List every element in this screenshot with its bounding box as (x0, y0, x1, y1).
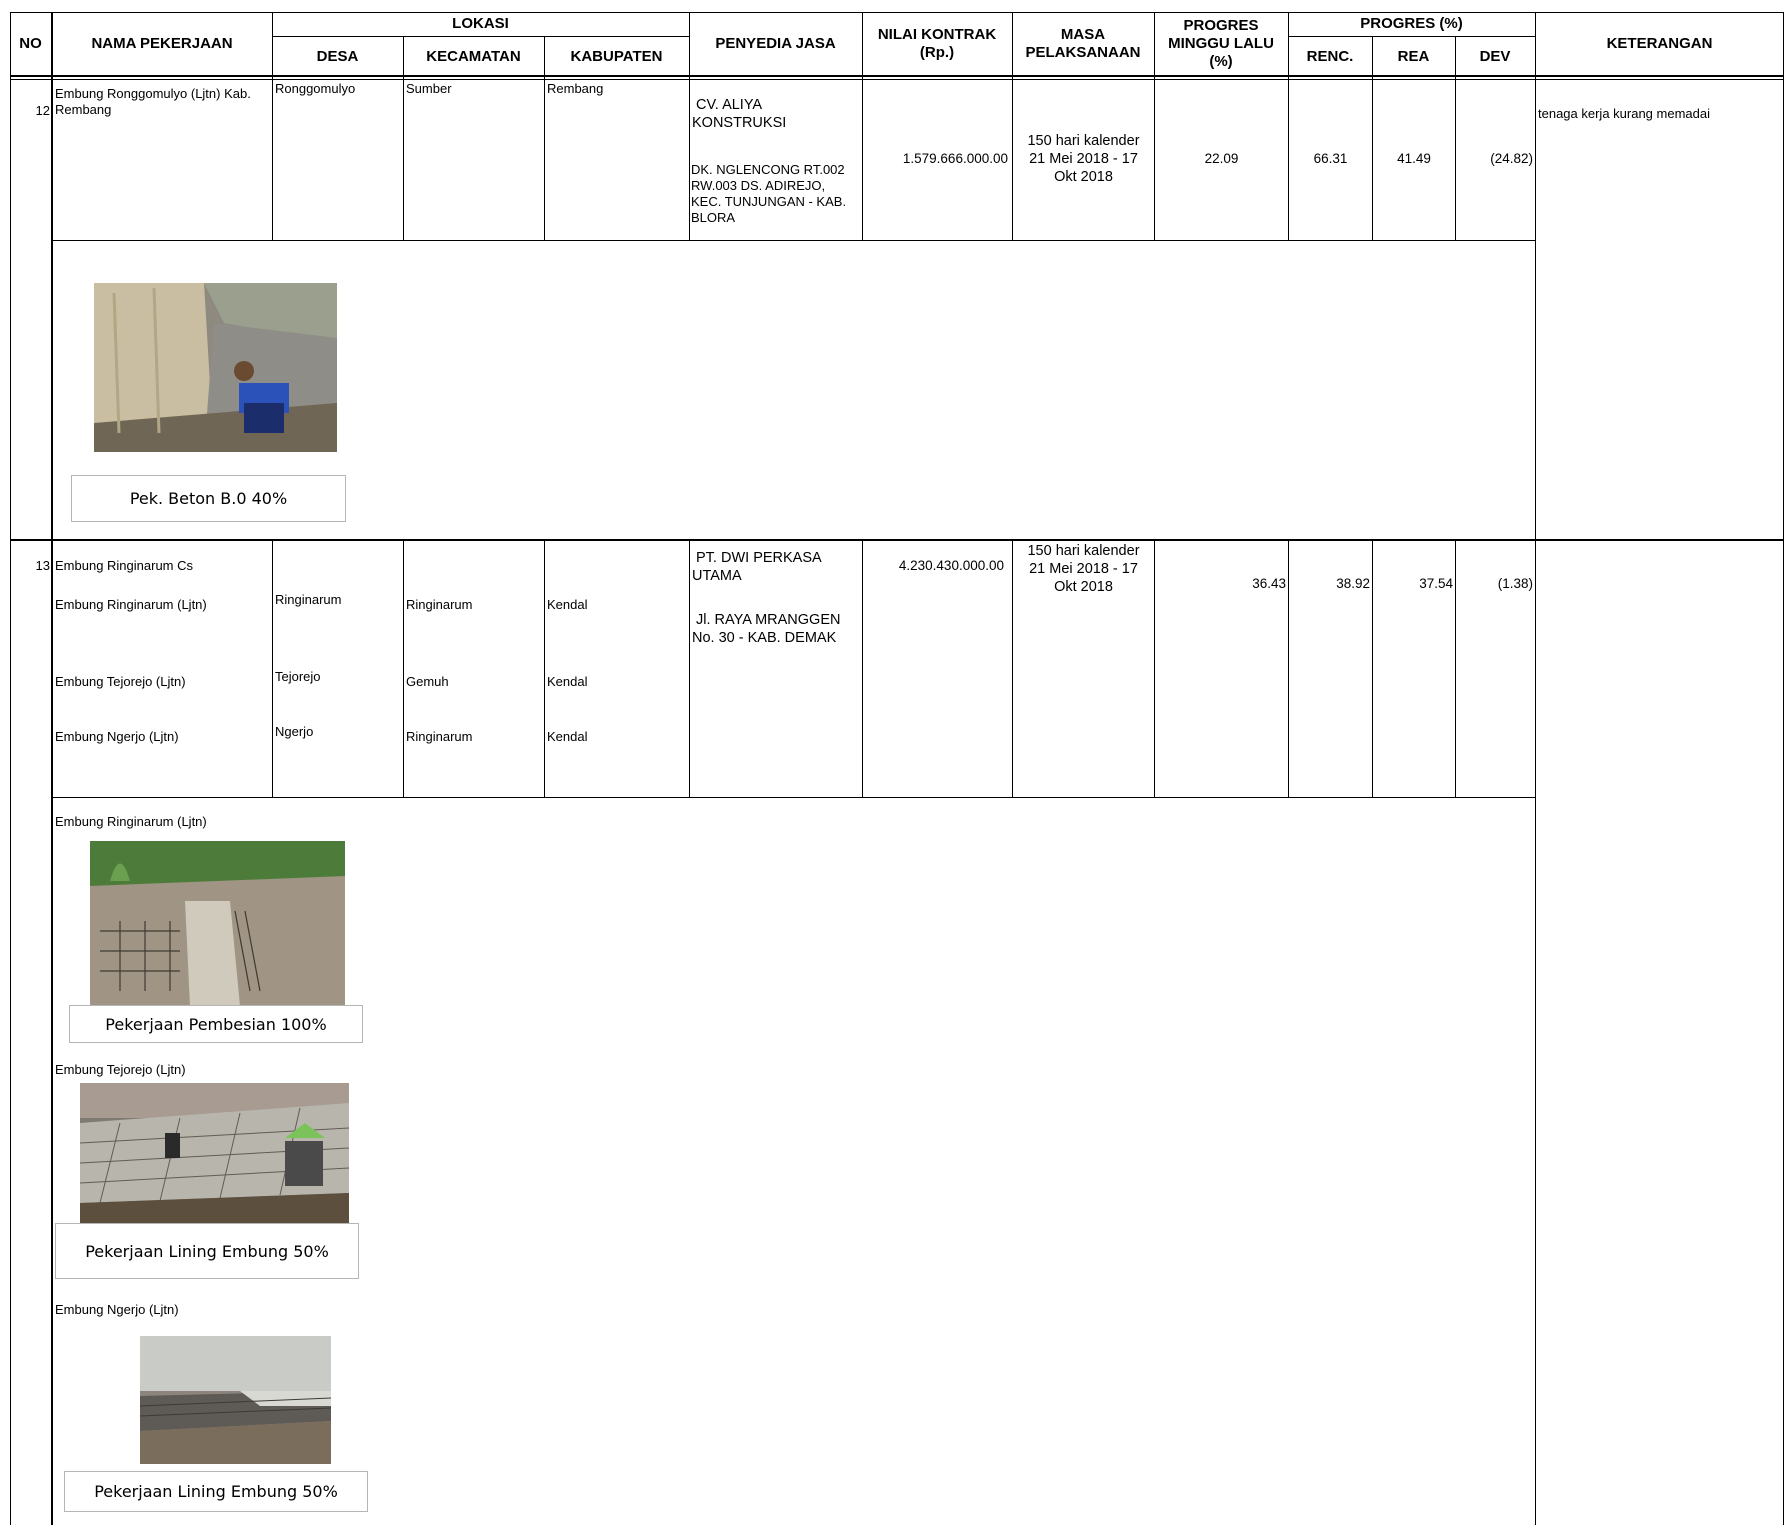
header-masa-pelaksanaan: MASA PELAKSANAAN (1025, 26, 1141, 61)
kabupaten: Kendal (547, 597, 588, 612)
desa: Ringinarum (275, 592, 342, 607)
penyedia-jasa: PT. DWI PERKASA UTAMA (692, 550, 822, 584)
row-number: 13 (35, 558, 50, 573)
header-dev: DEV (1479, 47, 1511, 65)
progress-photo (80, 1083, 349, 1231)
progress-photo (90, 841, 345, 1006)
header-keterangan: KETERANGAN (1606, 35, 1713, 52)
progres-minggu-lalu: 36.43 (1252, 576, 1286, 591)
progres-rea: 37.54 (1419, 576, 1453, 591)
header-renc: RENC. (1306, 47, 1354, 65)
kecamatan: Sumber (406, 81, 452, 96)
progres-renc: 38.92 (1336, 576, 1370, 591)
progress-photo (140, 1336, 331, 1464)
kecamatan: Ringinarum (406, 597, 473, 612)
alamat-penyedia: Jl. RAYA MRANGGEN No. 30 - KAB. DEMAK (692, 612, 841, 646)
header-progres-pct: PROGRES (%) (1360, 15, 1463, 32)
masa-pelaksanaan: 150 hari kalender 21 Mei 2018 - 17 Okt 2018 (1027, 133, 1140, 185)
header-lokasi: LOKASI (452, 15, 509, 32)
desa: Tejorejo (275, 669, 321, 684)
progres-rea: 41.49 (1397, 151, 1431, 166)
kabupaten: Kendal (547, 729, 588, 744)
keterangan: tenaga kerja kurang memadai (1538, 106, 1710, 121)
header-penyedia-jasa: PENYEDIA JASA (715, 35, 836, 52)
photo-caption: Pekerjaan Lining Embung 50% (55, 1223, 359, 1279)
kabupaten: Kendal (547, 674, 588, 689)
photo-label: Embung Ngerjo (Ljtn) (55, 1302, 179, 1317)
nama-pekerjaan: Embung Ngerjo (Ljtn) (55, 729, 179, 744)
header-nilai-kontrak: NILAI KONTRAK (Rp.) (877, 26, 997, 61)
header-progres-minggu-lalu: PROGRES MINGGU LALU (%) (1168, 17, 1274, 70)
desa: Ngerjo (275, 724, 314, 739)
header-nama-pekerjaan: NAMA PEKERJAAN (91, 35, 233, 52)
progres-dev: (1.38) (1497, 576, 1533, 591)
progres-minggu-lalu: 22.09 (1204, 151, 1239, 166)
nama-pekerjaan: Embung Ronggomulyo (Ljtn) Kab. Rembang (55, 86, 251, 117)
header-kecamatan: KECAMATAN (426, 47, 521, 65)
masa-pelaksanaan: 150 hari kalender 21 Mei 2018 - 17 Okt 2018 (1027, 543, 1140, 595)
photo-caption: Pek. Beton B.0 40% (71, 475, 346, 522)
progress-photo (94, 283, 337, 452)
photo-caption: Pekerjaan Lining Embung 50% (64, 1471, 368, 1512)
photo-label: Embung Tejorejo (Ljtn) (55, 1062, 186, 1077)
alamat-penyedia: DK. NGLENCONG RT.002 RW.003 DS. ADIREJO, KEC. TUNJUNGAN - KAB. BLORA (691, 162, 847, 225)
penyedia-jasa: CV. ALIYA KONSTRUKSI (692, 97, 787, 131)
kabupaten: Rembang (547, 81, 604, 96)
nama-pekerjaan-group: Embung Ringinarum Cs (55, 558, 194, 573)
photo-label: Embung Ringinarum (Ljtn) (55, 814, 207, 829)
header-kabupaten: KABUPATEN (570, 47, 663, 65)
kecamatan: Ringinarum (406, 729, 473, 744)
header-no: NO (19, 35, 42, 52)
header-rea: REA (1397, 47, 1430, 65)
nama-pekerjaan: Embung Tejorejo (Ljtn) (55, 674, 186, 689)
desa: Ronggomulyo (275, 81, 356, 96)
nama-pekerjaan: Embung Ringinarum (Ljtn) (55, 597, 207, 612)
nilai-kontrak: 1.579.666.000.00 (902, 151, 1008, 166)
header-desa: DESA (316, 47, 359, 65)
row-number: 12 (35, 103, 50, 118)
nilai-kontrak: 4.230.430.000.00 (898, 558, 1004, 573)
progres-renc: 66.31 (1313, 151, 1348, 166)
kecamatan: Gemuh (406, 674, 449, 689)
photo-caption: Pekerjaan Pembesian 100% (69, 1005, 363, 1043)
progres-dev: (24.82) (1490, 151, 1533, 166)
